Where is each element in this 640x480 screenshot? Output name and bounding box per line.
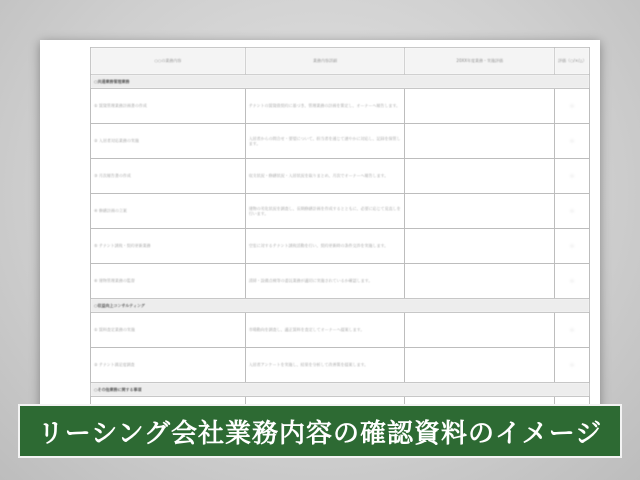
row-evaluation [405,89,555,124]
section-title: ○その他業務に関する事項 [91,383,590,397]
row-score: ○ [555,313,590,348]
business-content-table [90,47,590,420]
section-title: ○共通業務管理業務 [91,75,590,89]
header-evaluation: 20XX年度業務・実施評価 [405,48,555,75]
row-detail: 市場動向を調査し、適正賃料を査定してオーナーへ提案します。 [245,313,405,348]
document-sheet [40,40,600,420]
row-score: ○ [555,264,590,299]
row-score: ○ [555,348,590,383]
row-item: ② テナント満足度調査 [91,348,246,383]
table-row [91,313,590,348]
row-evaluation [405,313,555,348]
table-row [91,229,590,264]
caption-text: リーシング会社業務内容の確認資料のイメージ [37,418,603,449]
row-evaluation [405,348,555,383]
header-detail: 業務内容詳細 [245,48,405,75]
table-row [91,89,590,124]
row-evaluation [405,124,555,159]
row-score: ○ [555,159,590,194]
row-evaluation [405,159,555,194]
row-item: ⑤ テナント誘致・契約更新業務 [91,229,246,264]
caption-banner [18,404,622,458]
row-item: ② 入居者対応業務の実施 [91,124,246,159]
row-detail: 入居者からの問合せ・要望について、担当者を通じて速やかに対応し、記録を保管します。 [245,124,405,159]
row-evaluation [405,229,555,264]
header-score: 評価（○/×/△） [555,48,590,75]
row-item: ⑥ 建物管理業務の監督 [91,264,246,299]
row-detail: 入居者アンケートを実施し、結果を分析して改善策を提案します。 [245,348,405,383]
row-detail: 建物の劣化状況を調査し、長期修繕計画を作成するとともに、必要に応じて見直しを行います。 [245,194,405,229]
table-row [91,264,590,299]
table-row [91,159,590,194]
row-evaluation [405,194,555,229]
section-row [91,383,590,397]
row-score: ○ [555,124,590,159]
row-score: ○ [555,89,590,124]
section-row [91,75,590,89]
section-title: ○収益向上コンサルティング [91,299,590,313]
row-detail: 清掃・設備点検等の委託業務が適切に実施されているか確認します。 [245,264,405,299]
row-score: ○ [555,194,590,229]
row-detail: 収支状況・修繕状況・入居状況を取りまとめ、月次でオーナーへ報告します。 [245,159,405,194]
row-item: ④ 修繕計画の立案 [91,194,246,229]
row-evaluation [405,264,555,299]
row-detail: 空室に対するテナント誘致活動を行い、契約更新時の条件交渉を実施します。 [245,229,405,264]
row-score: ○ [555,229,590,264]
table-row [91,194,590,229]
row-item: ① 賃料査定業務の実施 [91,313,246,348]
row-detail: テナントの賃貸借契約に基づき、管理業務の計画を策定し、オーナーへ報告します。 [245,89,405,124]
header-item: ○○の業務内容 [91,48,246,75]
row-item: ① 賃貸管理業務計画書の作成 [91,89,246,124]
table-row [91,348,590,383]
table-row [91,124,590,159]
section-row [91,299,590,313]
table-body [91,75,590,421]
table-header-row [91,48,590,75]
row-item: ③ 月次報告書の作成 [91,159,246,194]
